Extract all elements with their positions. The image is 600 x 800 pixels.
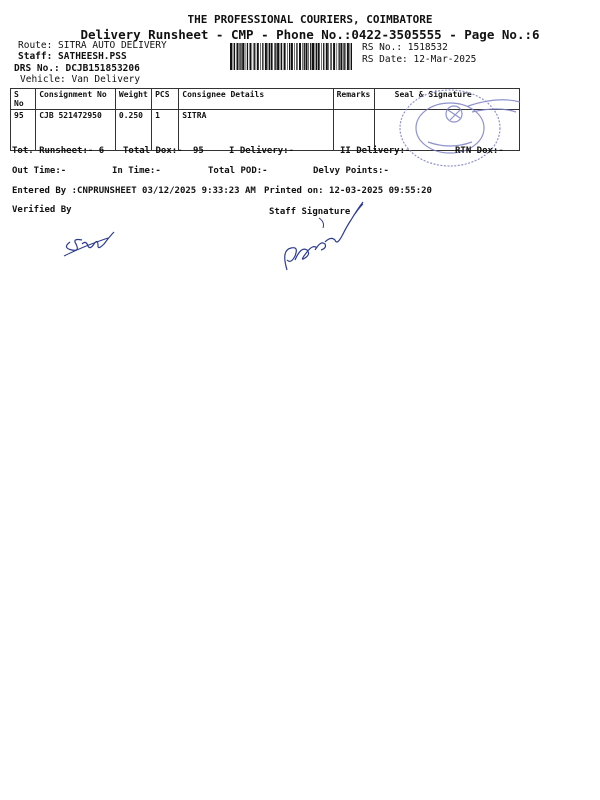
- vehicle-label: Vehicle: Van Delivery: [20, 74, 141, 85]
- total-dox-value: 95: [193, 146, 204, 156]
- cell-pcs: 1: [152, 110, 179, 151]
- header-consignee: Consignee Details: [179, 89, 333, 110]
- ii-delivery: II Delivery:-: [340, 146, 411, 156]
- cell-weight: 0.250: [115, 110, 151, 151]
- total-dox-label: Total Dox:-: [123, 146, 183, 156]
- cell-sno: 95: [11, 110, 36, 151]
- total-pod: Total POD:-: [208, 166, 268, 176]
- rs-date: RS Date: 12-Mar-2025: [362, 54, 477, 65]
- printed-on: Printed on: 12-03-2025 09:55:20: [264, 186, 432, 196]
- cell-consignment: CJB 521472950: [36, 110, 116, 151]
- runsheet-subtitle: Delivery Runsheet - CMP - Phone No.:0422-3505555 - Page No.:6: [80, 27, 540, 42]
- cell-consignee: SITRA: [179, 110, 333, 151]
- company-title: THE PROFESSIONAL COURIERS, COIMBATORE: [187, 13, 433, 26]
- company-seal-stamp: [398, 82, 522, 170]
- header-remarks: Remarks: [333, 89, 374, 110]
- drs-number: DRS No.: DCJB151853206: [14, 63, 140, 74]
- staff-label: Staff: SATHEESH.PSS: [18, 51, 127, 62]
- cell-remarks: [333, 110, 374, 151]
- in-time: In Time:-: [112, 166, 161, 176]
- out-time: Out Time:-: [12, 166, 67, 176]
- rs-number: RS No.: 1518532: [362, 42, 448, 53]
- staff-signature-scribble: [275, 200, 385, 275]
- barcode-image: [230, 43, 352, 70]
- verifier-signature: [60, 220, 120, 260]
- header-pcs: PCS: [152, 89, 179, 110]
- header-seal: Seal & Signature: [374, 89, 519, 110]
- header-consignment: Consignment No: [36, 89, 116, 110]
- route-label: Route: SITRA AUTO DELIVERY: [18, 40, 167, 51]
- rtn-dox: RTN Dox:-: [455, 146, 504, 156]
- tot-runsheet: Tot. Runsheet:- 6: [12, 146, 105, 156]
- header-weight: Weight: [115, 89, 151, 110]
- header-sno: S No: [11, 89, 36, 110]
- delvy-points: Delvy Points:-: [313, 166, 389, 176]
- staff-signature-label: Staff Signature: [269, 207, 351, 217]
- entered-by: Entered By :CNPRUNSHEET 03/12/2025 9:33:23 AM: [12, 186, 256, 196]
- verified-by-label: Verified By: [12, 205, 72, 215]
- i-delivery: I Delivery:-: [229, 146, 295, 156]
